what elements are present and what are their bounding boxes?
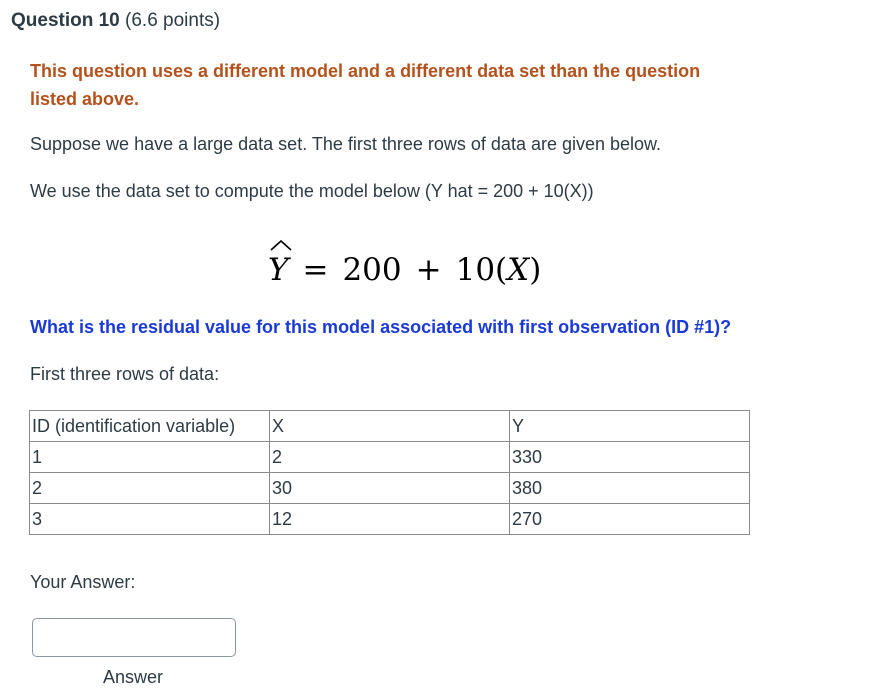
- formula-coef: 10(: [455, 252, 508, 288]
- formula-equals: =: [302, 252, 329, 288]
- question-title: Question 10: [11, 10, 120, 31]
- table-cell: 1: [30, 442, 270, 473]
- answer-label: Your Answer:: [30, 572, 136, 592]
- table-cell: 12: [270, 504, 510, 535]
- paragraph-model: We use the data set to compute the model below (Y hat = 200 + 10(X)): [30, 181, 594, 201]
- formula-plus: +: [415, 252, 442, 288]
- table-cell: 3: [30, 504, 270, 535]
- question-prompt: What is the residual value for this model associated with first observation (ID #1)?: [30, 317, 732, 337]
- hat-icon: [269, 238, 293, 252]
- data-table: [29, 410, 750, 535]
- answer-sublabel: Answer: [103, 667, 164, 687]
- formula-var: X: [507, 252, 530, 288]
- formula-intercept: 200: [342, 252, 402, 288]
- table-label: First three rows of data:: [30, 364, 220, 384]
- formula-lhs: Y: [268, 252, 289, 288]
- table-header-row: [30, 411, 750, 442]
- question-points: (6.6 points): [125, 10, 221, 31]
- intro-note: This question uses a different model and a different data set than the question listed above.: [30, 61, 701, 109]
- y-hat-symbol: [268, 252, 288, 288]
- table-header-x: X: [270, 411, 510, 442]
- table-cell: 330: [510, 442, 750, 473]
- formula-close: ): [529, 252, 542, 288]
- question-header: [11, 10, 220, 32]
- table-row: [30, 442, 750, 473]
- paragraph-data-set: Suppose we have a large data set. The first three rows of data are given below.: [30, 134, 662, 154]
- table-cell: 380: [510, 473, 750, 504]
- answer-input[interactable]: [32, 618, 236, 657]
- table-header-id: ID (identification variable): [30, 411, 270, 442]
- model-formula: [268, 242, 541, 288]
- table-header-y: Y: [510, 411, 750, 442]
- table-row: [30, 504, 750, 535]
- table-row: [30, 473, 750, 504]
- table-cell: 2: [30, 473, 270, 504]
- table-cell: 2: [270, 442, 510, 473]
- table-cell: 30: [270, 473, 510, 504]
- table-cell: 270: [510, 504, 750, 535]
